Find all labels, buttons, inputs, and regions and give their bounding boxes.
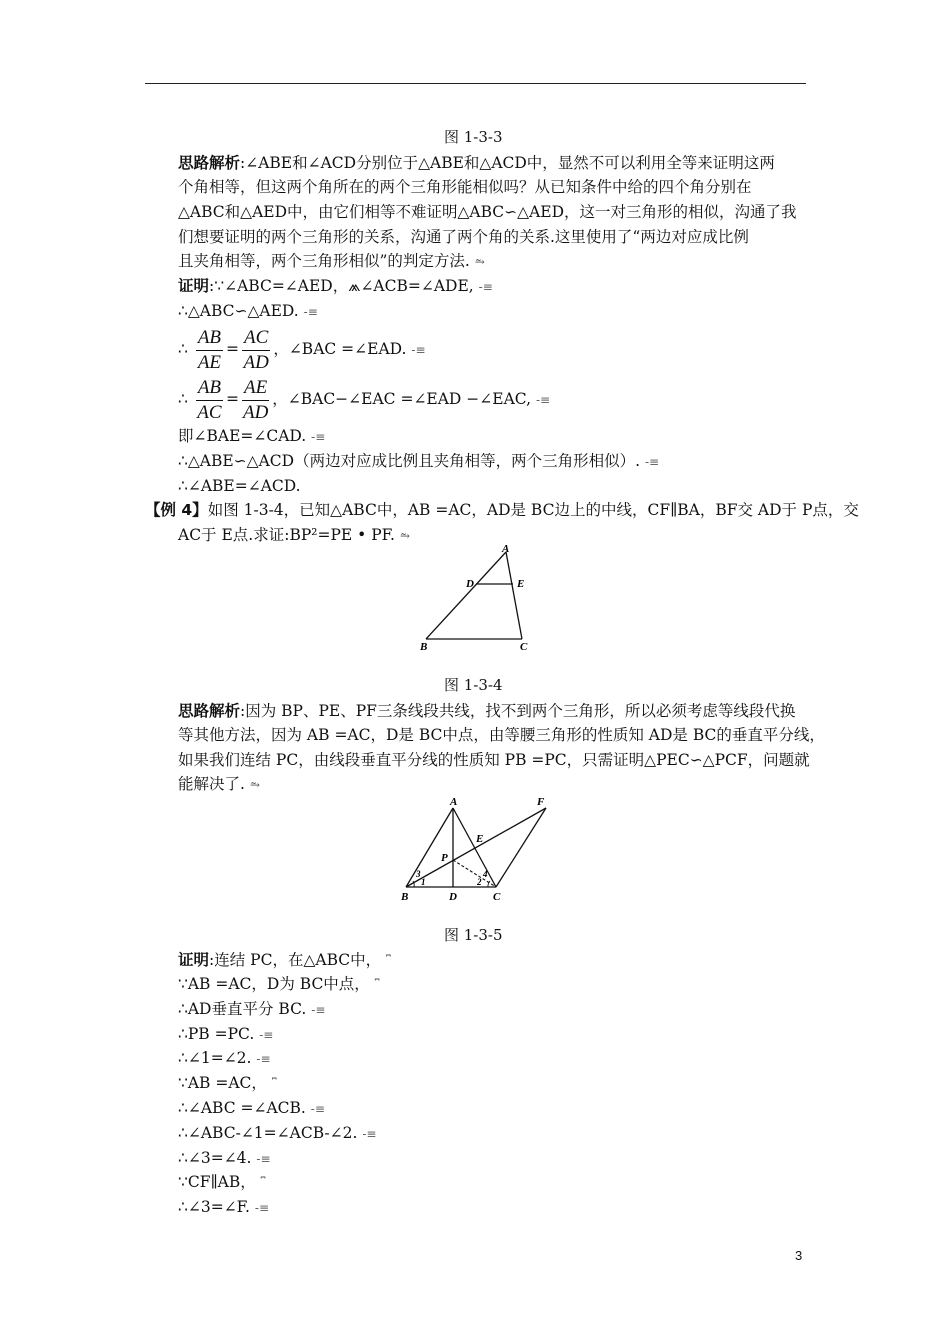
analysis-2-line-1: 思路解析:因为 BP、PE、PF三条线段共线，找不到两个三角形，所以必须考虑等线段代换 (178, 702, 796, 720)
analysis-1-line-1: 思路解析:∠ABE和∠ACD分别位于△ABE和△ACD中，显然不可以利用全等来证明这两 (178, 154, 775, 172)
label-e: E (517, 578, 525, 590)
decorative-mark-icon: -≡ (310, 1102, 325, 1116)
analysis-label: 思路解析 (178, 702, 241, 720)
proof-2-line-7: ∴∠ABC =∠ACB. -≡ (178, 1099, 325, 1117)
proof-2-line-8: ∴∠ABC-∠1=∠ACB-∠2. -≡ (178, 1124, 377, 1142)
label-f: F (537, 796, 545, 808)
fraction-ab-ae: $\frac{AB}{AE}$ (197, 326, 222, 373)
proof-2-line-10: ∵CF∥AB， ⎴ (178, 1173, 266, 1191)
proof-label: 证明 (178, 277, 210, 295)
proof-1-line-1: 证明:∵∠ABC=∠AED，⩕∠ACB=∠ADE, -≡ (178, 277, 493, 295)
figure-caption-1-3-4: 图 1-3-4 (444, 676, 503, 694)
decorative-mark-icon: ⎴ (374, 978, 380, 992)
decorative-mark-icon: ⥲ (399, 529, 410, 543)
proof-label: 证明 (178, 951, 210, 969)
decorative-mark-icon: -≡ (311, 1003, 326, 1017)
analysis-2-line-3: 如果我们连结 PC，由线段垂直平分线的性质知 PB =PC，只需证明△PEC∽△PCF，问题就 (178, 751, 810, 769)
label-4: 4 (483, 869, 488, 879)
proof-2-line-3: ∴AD垂直平分 BC. -≡ (178, 1000, 326, 1018)
analysis-2-line-2: 等其他方法，因为 AB =AC，D是 BC中点，由等腰三角形的性质知 AD是 BC的垂直平分线， (178, 726, 825, 744)
proof-2-line-11: ∴∠3=∠F. -≡ (178, 1198, 269, 1216)
proof-1-line-7: ∴∠ABE=∠ACD. (178, 477, 301, 495)
analysis-1-line-2: 个角相等，但这两个角所在的两个三角形能相似吗？从已知条件中给的四个角分别在 (178, 178, 752, 196)
proof-2-line-6: ∵AB =AC， ⎴ (178, 1074, 277, 1092)
label-c: C (520, 641, 528, 653)
decorative-mark-icon: -≡ (644, 455, 660, 469)
label-b: B (420, 641, 428, 653)
decorative-mark-icon: -≡ (256, 1152, 271, 1166)
label-3: 3 (416, 869, 421, 879)
figure-1-3-5 (395, 792, 560, 907)
analysis-1-line-4: 们想要证明的两个三角形的关系，沟通了两个角的关系.这里使用了“两边对应成比例 (178, 228, 749, 246)
page-number: 3 (795, 1248, 803, 1263)
proof-2-line-2: ∵AB =AC，D为 BC中点， ⎴ (178, 975, 380, 993)
proof-1-line-5: 即∠BAE=∠CAD. -≡ (178, 427, 326, 445)
analysis-2-line-4: 能解决了. ⥲ (178, 775, 260, 793)
label-a: A (502, 543, 510, 555)
proof-1-line-2: ∴△ABC∽△AED. -≡ (178, 302, 318, 320)
figure-caption-1-3-5: 图 1-3-5 (444, 926, 503, 944)
decorative-mark-icon: ⎴ (260, 1176, 266, 1190)
label-e: E (476, 833, 484, 845)
proof-2-line-5: ∴∠1=∠2. -≡ (178, 1049, 271, 1067)
label-1: 1 (421, 877, 426, 887)
analysis-1-line-3: △ABC和△AED中，由它们相等不难证明△ABC∽△AED，这一对三角形的相似，沟通了我 (178, 203, 797, 221)
proof-2-line-4: ∴PB =PC. -≡ (178, 1025, 274, 1043)
decorative-mark-icon: -≡ (259, 1028, 274, 1042)
proof-1-ratio-line-2: ∴ $\frac{AB}{AC}$ = $\frac{AE}{AD}$ ，∠BAC−∠EAC =∠EAD −∠EAC, -≡ (178, 376, 551, 423)
decorative-mark-icon: -≡ (303, 305, 318, 319)
analysis-label: 思路解析 (178, 154, 241, 172)
label-b: B (401, 891, 409, 903)
decorative-mark-icon: -≡ (362, 1127, 377, 1141)
example-label: 【例 4】 (145, 501, 208, 519)
fraction-ae-ad: $\frac{AE}{AD}$ (242, 376, 269, 423)
analysis-1-line-5: 且夹角相等，两个三角形相似”的判定方法. ⥲ (178, 252, 485, 270)
example-4-line-1: 【例 4】如图 1-3-4，已知△ABC中，AB =AC，AD是 BC边上的中线，CF∥BA，BF交 AD于 P点，交 (145, 501, 859, 519)
decorative-mark-icon: -≡ (411, 343, 426, 357)
label-a: A (450, 796, 458, 808)
figure-caption-1-3-3: 图 1-3-3 (444, 128, 503, 146)
proof-2-line-1: 证明:连结 PC，在△ABC中， ⎴ (178, 951, 391, 969)
label-p: P (441, 852, 448, 864)
decorative-mark-icon: ⎴ (386, 954, 391, 968)
label-d: D (466, 578, 474, 590)
proof-1-line-6: ∴△ABE∽△ACD（两边对应成比例且夹角相等，两个三角形相似）. -≡ (178, 452, 660, 470)
proof-2-line-9: ∴∠3=∠4. -≡ (178, 1149, 271, 1167)
decorative-mark-icon: -≡ (254, 1201, 269, 1215)
decorative-mark-icon: -≡ (478, 280, 493, 294)
decorative-mark-icon: -≡ (311, 430, 326, 444)
fraction-ac-ad: $\frac{AC}{AD}$ (243, 326, 269, 373)
example-4-line-2: AC于 E点.求证:BP²=PE • PF. ⥲ (178, 526, 410, 544)
decorative-mark-icon: ⥲ (474, 255, 485, 269)
decorative-mark-icon: ⥲ (249, 778, 260, 792)
label-d: D (449, 891, 457, 903)
proof-1-ratio-line-1: ∴ $\frac{AB}{AE}$ = $\frac{AC}{AD}$ ，∠BAC =∠EAD. -≡ (178, 326, 426, 373)
label-c: C (493, 891, 501, 903)
decorative-mark-icon: ⎴ (271, 1077, 277, 1091)
header-rule (145, 83, 806, 84)
decorative-mark-icon: -≡ (256, 1052, 271, 1066)
fraction-ab-ac: $\frac{AB}{AC}$ (197, 376, 222, 423)
decorative-mark-icon: -≡ (535, 393, 551, 407)
figure-1-3-4 (410, 540, 550, 660)
label-2: 2 (477, 877, 482, 887)
